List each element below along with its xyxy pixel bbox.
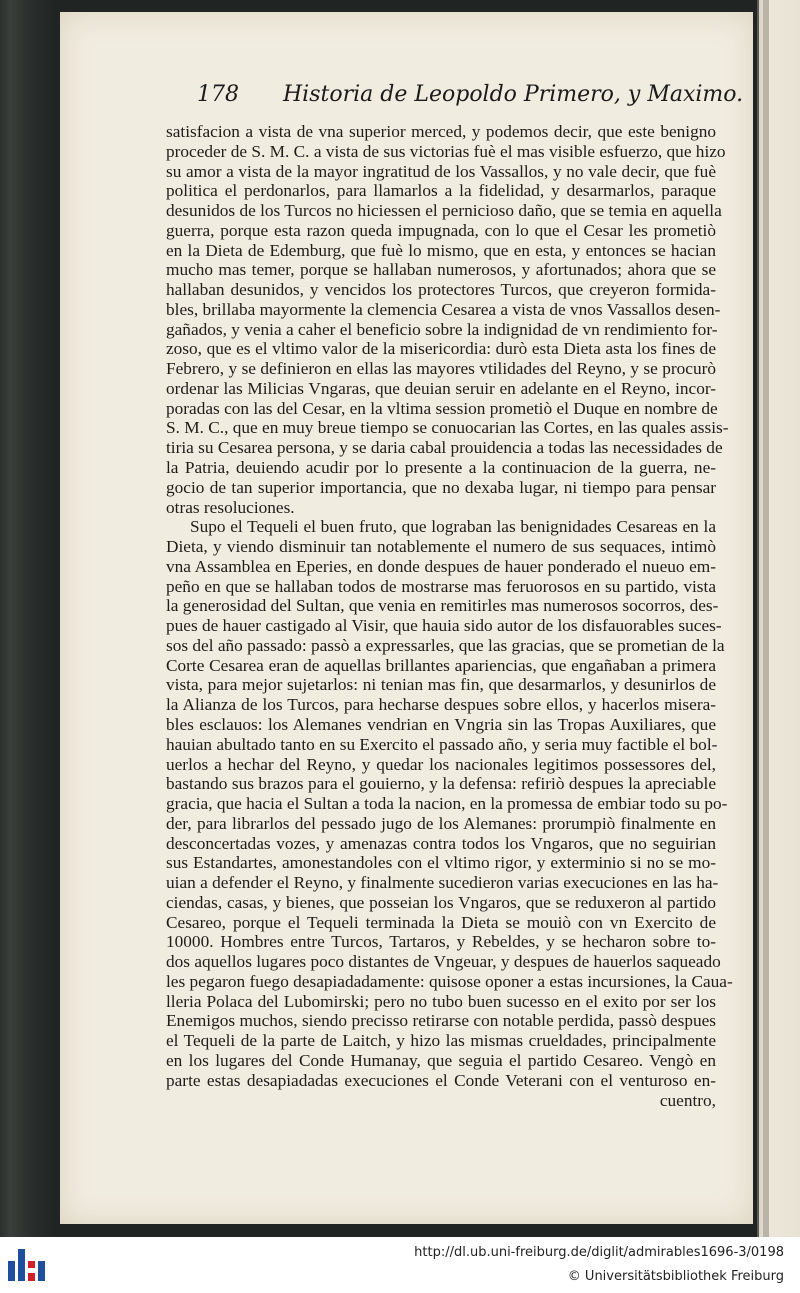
text-line: les pegaron fuego desapiadadamente: quisose oponer a estas incursiones, la Caua-: [166, 971, 733, 991]
text-line: sus Estandartes, amonestandoles con el vltimo rigor, y exterminio si no se mo-: [166, 853, 716, 873]
text-line: politica el perdonarlos, para llamarlos a la fidelidad, y desarmarlos, paraque: [166, 181, 716, 201]
text-line: en la Dieta de Edemburg, que fuè lo mismo, que en esta, y entonces se hacian: [166, 240, 716, 260]
text-line: gañados, y venia a caher el beneficio sobre la indignidad de vn rendimiento for-: [166, 319, 718, 339]
text-line: vna Assamblea en Eperies, en donde despues de hauer ponderado el nueuo em-: [166, 556, 716, 576]
text-line: satisfacion a vista de vna superior merced, y podemos decir, que este benigno: [166, 122, 716, 141]
text-line: dos aquellos lugares poco distantes de Vngeuar, y despues de hauerlos saqueado: [166, 952, 721, 972]
text-line: la Alianza de los Turcos, para hecharse despues sobre ellos, y hacerlos misera-: [166, 695, 716, 715]
text-line: vista, para mejor sujetarlos: ni tenian mas fin, que desarmarlos, y desunirlos de: [166, 675, 716, 695]
text-line: hauian abultado tanto en su Exercito el passado año, y seria muy factible el bol-: [166, 734, 718, 754]
text-line: bles, brillaba mayormente la clemencia Cesarea a vista de vnos Vassallos desen-: [166, 299, 721, 319]
text-line: poradas con las del Cesar, en la vltima session prometiò el Duque en nombre de: [166, 398, 718, 418]
text-line: en los lugares del Conde Humanay, que seguia el partido Cesareo. Vengò en: [166, 1050, 716, 1070]
text-line: ordenar las Milicias Vngaras, que deuian seruir en adelante en el Reyno, incor-: [166, 378, 716, 398]
running-title: Historia de Leopoldo Primero, y Maximo.: [283, 82, 744, 107]
text-line: 10000. Hombres entre Turcos, Tartaros, y Rebeldes, y se hecharon sobre to-: [166, 932, 716, 952]
text-line: Cesareo, porque el Tequeli terminada la Dieta se mouiò con vn Exercito de: [166, 912, 716, 932]
text-line: Supo el Tequeli el buen fruto, que lograban las benignidades Cesareas en la: [190, 517, 716, 537]
text-line: proceder de S. M. C. a vista de sus victorias fuè el mas visible esfuerzo, que hizo: [166, 141, 726, 161]
permalink-url[interactable]: http://dl.ub.uni-freiburg.de/diglit/admirables1696-3/0198: [414, 1245, 784, 1260]
copyright-notice: © Universitätsbibliothek Freiburg: [567, 1269, 784, 1284]
text-line: Enemigos muchos, siendo precisso retirarse con notable perdida, passò despues: [166, 1011, 716, 1031]
text-line: uerlos a hechar del Reyno, y quedar los nacionales legitimos possessores del,: [166, 754, 716, 774]
text-line: desunidos de los Turcos no hiciessen el pernicioso daño, que se temia en aquella: [166, 201, 722, 221]
facing-page-edge: [757, 0, 800, 1237]
text-line: tiria su Cesarea persona, y se daria cabal prouidencia a todas las necessidades de: [166, 438, 723, 458]
text-line: Febrero, y se definieron en ellas las mayores vtilidades del Reyno, y se procurò: [166, 359, 716, 379]
text-line: bastando sus brazos para el gouierno, y la defensa: refiriò despues la apreciable: [166, 774, 716, 794]
library-logo-icon: [8, 1247, 48, 1283]
text-line: lleria Polaca del Lubomirski; pero no tubo buen sucesso en el exito por ser los: [166, 991, 716, 1011]
page-number: 178: [197, 82, 239, 107]
body-text: [166, 122, 733, 1110]
text-line: uian a defender el Reyno, y finalmente sucedieron varias execuciones en las ha-: [166, 873, 719, 893]
text-line: mucho mas temer, porque se hallaban numerosos, y afortunados; ahora que se: [166, 260, 716, 280]
text-line: otras resoluciones.: [166, 497, 295, 517]
text-line: peño en que se hallaban todos de mostrarse mas feruorosos en su partido, vista: [166, 576, 716, 596]
catchword: cuentro,: [659, 1090, 716, 1110]
text-line: la Patria, deuiendo acudir por lo presente a la continuacion de la guerra, ne-: [166, 458, 716, 478]
text-line: Corte Cesarea eran de aquellas brillantes apariencias, que engañaban a primera: [166, 655, 716, 675]
text-line: bles esclauos: los Alemanes vendrian en Vngria sin las Tropas Auxiliares, que: [166, 714, 716, 734]
text-line: guerra, porque esta razon queda impugnada, con lo que el Cesar les prometiò: [166, 220, 716, 240]
text-line: Dieta, y viendo disminuir tan notablemente el numero de sus sequaces, intimò: [166, 537, 716, 557]
viewer-footer: [0, 1237, 800, 1293]
running-header: [197, 82, 744, 112]
page-edge-strip: [763, 0, 769, 1237]
text-line: su amor a vista de la mayor ingratitud de los Vassallos, y no vale decir, que fuè: [166, 161, 716, 181]
text-line: zoso, que es el vltimo valor de la misericordia: durò esta Dieta asta los fines de: [166, 339, 716, 359]
text-line: la generosidad del Sultan, que venia en remitirles mas numerosos socorros, des-: [166, 596, 719, 616]
text-line: der, para librarlos del pessado jugo de los Alemanes: prorumpiò finalmente en: [166, 813, 716, 833]
text-line: gocio de tan superior importancia, que no dexaba lugar, ni tiempo para pensar: [166, 477, 716, 497]
text-line: ciendas, casas, y bienes, que posseian los Vngaros, que se reduxeron al partido: [166, 892, 716, 912]
text-line: parte estas desapiadadas execuciones el Conde Veterani con el venturoso en-: [166, 1070, 716, 1090]
text-line: desconcertadas vozes, y amenazas contra todos los Vngaros, que no seguirian: [166, 833, 716, 853]
text-line: sos del año passado: passò a expressarles, que las gracias, que se prometian de la: [166, 635, 725, 655]
text-line: S. M. C., que en muy breue tiempo se conuocarian las Cortes, en las quales assis-: [166, 418, 729, 438]
text-line: pues de hauer castigado al Visir, que hauia sido autor de los disfauorables suces-: [166, 616, 722, 636]
text-line: el Tequeli de la parte de Laitch, y hizo las mismas crueldades, principalmente: [166, 1031, 716, 1051]
text-line: hallaban desunidos, y vencidos los protectores Turcos, que creyeron formida-: [166, 280, 716, 300]
text-line: gracia, que hacia el Sultan a toda la nacion, en la promessa de embiar todo su po-: [166, 794, 728, 814]
